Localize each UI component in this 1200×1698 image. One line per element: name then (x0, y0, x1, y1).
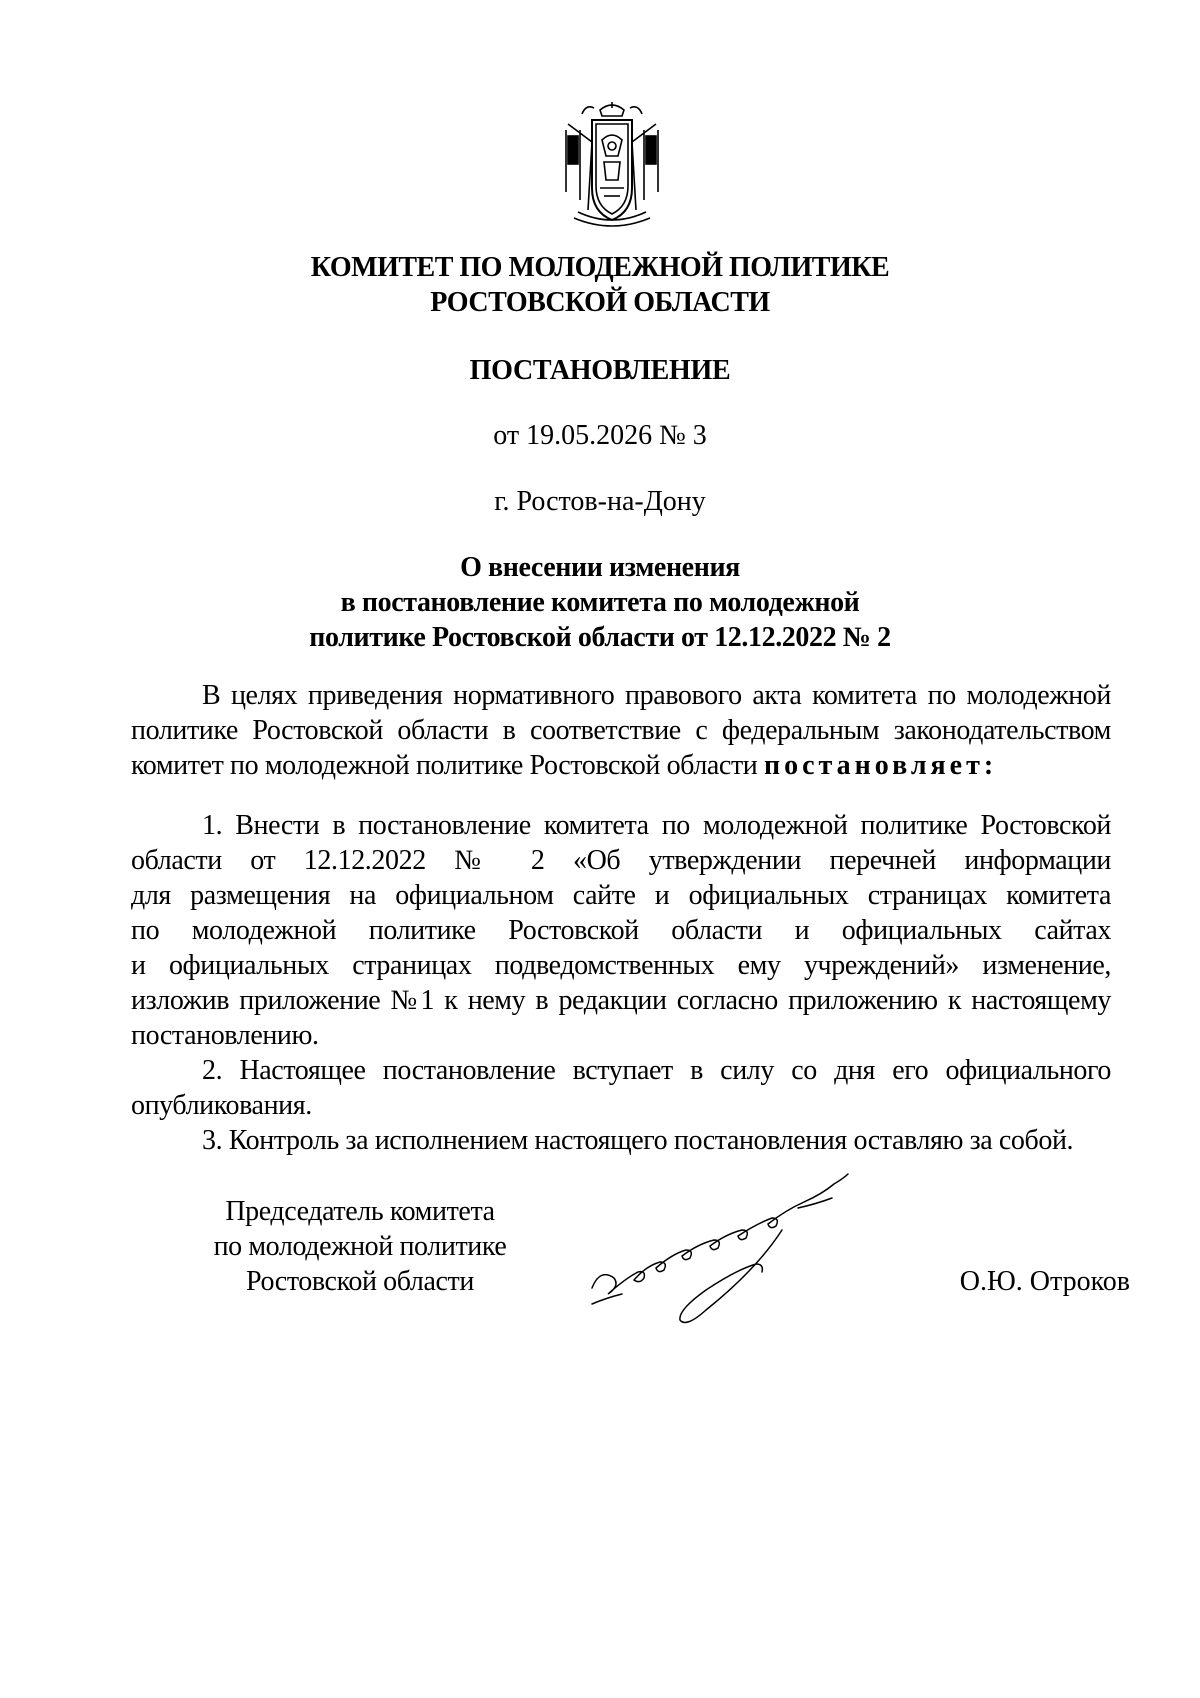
handwritten-signature-icon (586, 1160, 876, 1340)
preamble-line: В целях приведения нормативного правового акта комитета по молодежной (202, 680, 1111, 711)
preamble-line (131, 748, 1111, 783)
document-type: ПОСТАНОВЛЕНИЕ (469, 355, 731, 386)
signer-name: О.Ю. Отроков (959, 1266, 1130, 1297)
preamble-paragraph (131, 678, 1111, 783)
preamble-line-text: комитет по молодежной политике Ростовской области (131, 750, 764, 781)
decree-keyword: постановляет: (763, 750, 998, 781)
subject-line: политике Ростовской области от 12.12.2022 № 2 (309, 622, 891, 653)
organization-name-line: КОМИТЕТ ПО МОЛОДЕЖНОЙ ПОЛИТИКЕ (310, 252, 890, 283)
coat-of-arms-icon (558, 100, 666, 236)
document-date-number: от 19.05.2026 № 3 (493, 420, 707, 451)
subject-line: О внесении изменения (460, 552, 740, 583)
signer-title-line: Председатель комитета (225, 1196, 495, 1227)
item-2-line: 2. Настоящее постановление вступает в силу со дня его официального (202, 1055, 1111, 1086)
preamble-line: политике Ростовской области в соответствие с федеральным законодательством (131, 715, 1111, 746)
item-1-line: области от 12.12.2022 № 2 «Об утверждении перечней информации (131, 845, 1111, 876)
subject-line: в постановление комитета по молодежной (340, 587, 860, 618)
item-1-line: 1. Внести в постановление комитета по молодежной политике Ростовской (202, 810, 1111, 841)
signer-title-line: по молодежной политике (213, 1231, 507, 1262)
document-place: г. Ростов-на-Дону (494, 486, 706, 517)
decree-items (131, 808, 1111, 1158)
item-1-line: постановлению. (131, 1020, 319, 1051)
signer-title-line: Ростовской области (246, 1266, 474, 1297)
document-subject (0, 550, 1200, 655)
item-1-line: для размещения на официальном сайте и официальных страницах комитета (131, 880, 1111, 911)
item-2-line: опубликования. (131, 1090, 312, 1121)
item-1-line: и официальных страницах подведомственных ему учреждений» изменение, (131, 950, 1111, 981)
organization-name (0, 250, 1200, 320)
item-1-line: изложив приложение №1 к нему в редакции согласно приложению к настоящему (131, 985, 1111, 1016)
signer-title (190, 1194, 530, 1299)
item-1-line: по молодежной политике Ростовской области и официальных сайтах (131, 915, 1111, 946)
organization-name-line: РОСТОВСКОЙ ОБЛАСТИ (430, 287, 770, 318)
item-3-line: 3. Контроль за исполнением настоящего постановления оставляю за собой. (202, 1125, 1074, 1156)
